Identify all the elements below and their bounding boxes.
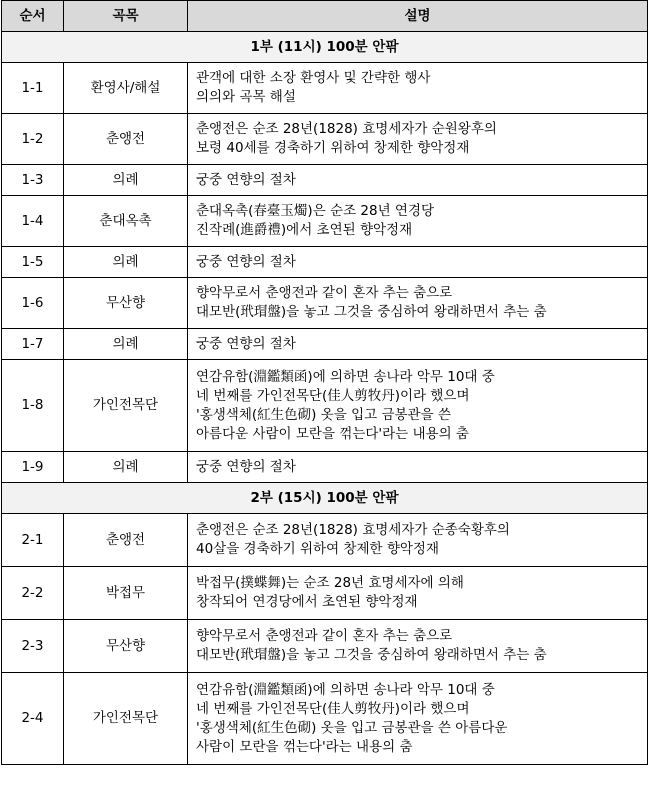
desc-line: '홍생색체(紅生色砌) 옷을 입고 금봉관을 쓴 (196, 406, 451, 423)
row-desc (188, 620, 648, 673)
desc-line: 사람이 모란을 꺾는다'라는 내용의 춤 (196, 738, 413, 755)
row-desc (188, 452, 648, 483)
desc-line: 진작례(進爵禮)에서 초연된 향악정재 (196, 222, 413, 238)
section-title: 2부 (15시) 100분 안팎 (2, 483, 648, 514)
row-title: 춘대옥촉 (64, 196, 188, 247)
row-num: 2-4 (2, 673, 64, 765)
desc-line: 아름다운 사람이 모란을 꺾는다'라는 내용의 춤 (196, 425, 469, 442)
section-row-part2 (2, 483, 648, 514)
row-title: 의례 (64, 247, 188, 278)
row-title: 박접무 (64, 567, 188, 620)
table-row (2, 114, 648, 165)
row-title: 의례 (64, 329, 188, 360)
row-title: 의례 (64, 165, 188, 196)
table-row (2, 360, 648, 452)
desc-line: 향악무로서 춘앵전과 같이 혼자 추는 춤으로 (196, 628, 453, 644)
col-header-desc: 설명 (188, 1, 648, 32)
section-title: 1부 (11시) 100분 안팎 (2, 32, 648, 63)
desc-line: 창작되어 연경당에서 초연된 향악정재 (196, 594, 418, 610)
desc-line: 보령 40세를 경축하기 위하여 창제한 향악정재 (196, 140, 470, 156)
row-num: 2-3 (2, 620, 64, 673)
row-num: 1-2 (2, 114, 64, 165)
table-row (2, 165, 648, 196)
row-title: 가인전목단 (64, 360, 188, 452)
desc-line: 향악무로서 춘앵전과 같이 혼자 추는 춤으로 (196, 285, 453, 301)
col-header-num: 순서 (2, 1, 64, 32)
row-num: 1-6 (2, 278, 64, 329)
desc-line: 궁중 연향의 절차 (196, 458, 296, 475)
row-num: 2-2 (2, 567, 64, 620)
row-desc (188, 567, 648, 620)
row-desc (188, 514, 648, 567)
desc-line: 40살을 경축하기 위하여 창제한 향악정재 (196, 541, 439, 557)
desc-line: 대모반(玳瑁盤)을 놓고 그것을 중심하여 왕래하면서 추는 춤 (196, 304, 547, 320)
desc-line: 춘앵전은 순조 28년(1828) 효명세자가 순종숙황후의 (196, 522, 510, 538)
row-num: 1-8 (2, 360, 64, 452)
row-desc (188, 247, 648, 278)
row-desc (188, 360, 648, 452)
row-title: 무산향 (64, 620, 188, 673)
row-title: 춘앵전 (64, 514, 188, 567)
desc-line: 연감유함(淵鑑類函)에 의하면 송나라 악무 10대 중 (196, 368, 495, 385)
table-row (2, 63, 648, 114)
row-desc (188, 278, 648, 329)
desc-line: 춘앵전은 순조 28년(1828) 효명세자가 순원왕후의 (196, 121, 497, 137)
row-num: 1-7 (2, 329, 64, 360)
row-desc (188, 114, 648, 165)
table-row (2, 329, 648, 360)
row-num: 1-4 (2, 196, 64, 247)
row-num: 2-1 (2, 514, 64, 567)
row-title: 환영사/해설 (64, 63, 188, 114)
row-num: 1-9 (2, 452, 64, 483)
table-row (2, 673, 648, 765)
desc-line: '홍생색체(紅生色砌) 옷을 입고 금봉관을 쓴 아름다운 (196, 719, 508, 736)
program-table (1, 0, 648, 765)
row-num: 1-3 (2, 165, 64, 196)
desc-line: 궁중 연향의 절차 (196, 171, 296, 188)
desc-line: 네 번째를 가인전목단(佳人剪牧丹)이라 했으며 (196, 700, 470, 717)
desc-line: 네 번째를 가인전목단(佳人剪牧丹)이라 했으며 (196, 387, 470, 404)
row-desc (188, 165, 648, 196)
desc-line: 대모반(玳瑁盤)을 놓고 그것을 중심하여 왕래하면서 추는 춤 (196, 647, 547, 663)
table-row (2, 567, 648, 620)
desc-line: 연감유함(淵鑑類函)에 의하면 송나라 악무 10대 중 (196, 681, 495, 698)
desc-line: 궁중 연향의 절차 (196, 253, 296, 270)
table-row (2, 620, 648, 673)
row-num: 1-5 (2, 247, 64, 278)
row-desc (188, 196, 648, 247)
header-row (2, 1, 648, 32)
row-title: 무산향 (64, 278, 188, 329)
table-row (2, 278, 648, 329)
table-row (2, 514, 648, 567)
table-row (2, 247, 648, 278)
col-header-title: 곡목 (64, 1, 188, 32)
desc-line: 궁중 연향의 절차 (196, 335, 296, 352)
row-title: 의례 (64, 452, 188, 483)
row-num: 1-1 (2, 63, 64, 114)
desc-line: 박접무(撲蝶舞)는 순조 28년 효명세자에 의해 (196, 575, 464, 591)
desc-line: 춘대옥촉(春臺玉燭)은 순조 28년 연경당 (196, 203, 435, 219)
row-title: 춘앵전 (64, 114, 188, 165)
table-row (2, 196, 648, 247)
table-row (2, 452, 648, 483)
row-desc (188, 63, 648, 114)
row-title: 가인전목단 (64, 673, 188, 765)
desc-line: 의의와 곡목 해설 (196, 89, 296, 105)
row-desc (188, 673, 648, 765)
desc-line: 관객에 대한 소장 환영사 및 간략한 행사 (196, 70, 431, 86)
row-desc (188, 329, 648, 360)
section-row-part1 (2, 32, 648, 63)
